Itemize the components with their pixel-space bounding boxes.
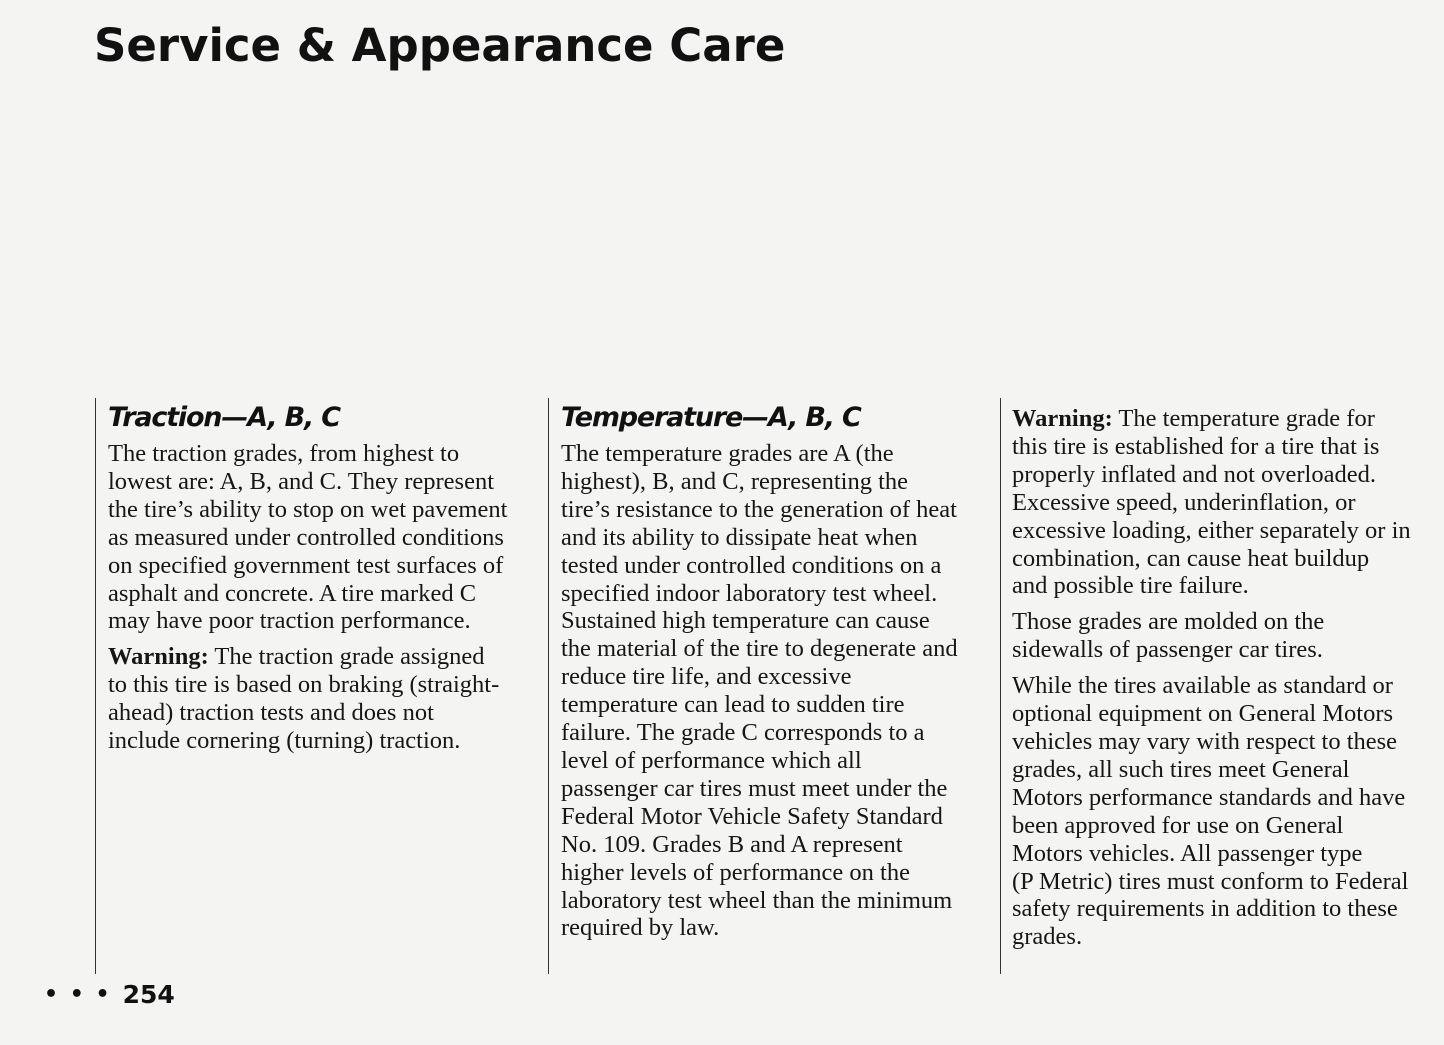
column-divider-middle xyxy=(548,398,549,974)
column-warnings xyxy=(1012,405,1440,959)
body-paragraph xyxy=(1012,608,1440,664)
text-line: and its ability to dissipate heat when xyxy=(561,523,918,551)
warning-label: Warning: xyxy=(1012,405,1113,432)
text-line: as measured under controlled conditions xyxy=(108,523,504,551)
text-line: may have poor traction performance. xyxy=(108,607,471,635)
text-line: the tire’s ability to stop on wet pavement xyxy=(108,495,508,523)
warning-paragraph xyxy=(1012,405,1440,600)
body-paragraph xyxy=(108,440,540,635)
section-heading: Traction—A, B, C xyxy=(108,402,340,433)
text-line: Sustained high temperature can cause xyxy=(561,607,930,635)
text-line: higher levels of performance on the xyxy=(561,858,910,886)
text-line: asphalt and concrete. A tire marked C xyxy=(108,579,477,607)
column-temperature xyxy=(561,400,993,950)
text-line xyxy=(108,643,540,671)
warning-text: The traction grade assigned xyxy=(208,643,485,671)
text-line: The temperature grades are A (the xyxy=(561,440,894,467)
text-line: to this tire is based on braking (straight- xyxy=(108,671,500,699)
text-line: Those grades are molded on the xyxy=(1012,608,1325,636)
column-divider-right xyxy=(1000,398,1001,974)
text-line: tire’s resistance to the generation of heat xyxy=(561,495,957,523)
warning-paragraph xyxy=(108,643,540,755)
body-paragraph xyxy=(1012,672,1440,951)
text-line: lowest are: A, B, and C. They represent xyxy=(108,467,495,495)
text-line: Motors performance standards and have xyxy=(1012,783,1406,811)
text-line: the material of the tire to degenerate and xyxy=(561,635,958,663)
text-line: passenger car tires must meet under the xyxy=(561,774,948,802)
text-line: highest), B, and C, representing the xyxy=(561,467,909,495)
text-line: and possible tire failure. xyxy=(1012,572,1249,600)
text-line: sidewalls of passenger car tires. xyxy=(1012,636,1323,664)
text-line: required by law. xyxy=(561,914,720,942)
text-line: The traction grades, from highest to xyxy=(108,440,460,467)
text-line: reduce tire life, and excessive xyxy=(561,663,852,691)
warning-text: The temperature grade for xyxy=(1112,405,1375,432)
text-line: properly inflated and not overloaded. xyxy=(1012,460,1376,488)
text-line: excessive loading, either separately or in xyxy=(1012,516,1411,544)
page-title: Service & Appearance Care xyxy=(94,19,786,72)
text-line: grades, all such tires meet General xyxy=(1012,755,1350,783)
text-line: level of performance which all xyxy=(561,746,862,774)
text-line: specified indoor laboratory test wheel. xyxy=(561,579,938,607)
text-line: safety requirements in addition to these xyxy=(1012,895,1398,923)
text-line: tested under controlled conditions on a xyxy=(561,551,942,579)
text-line: temperature can lead to sudden tire xyxy=(561,691,905,719)
text-line: grades. xyxy=(1012,923,1083,951)
text-line: on specified government test surfaces of xyxy=(108,551,504,579)
text-line: Excessive speed, underinflation, or xyxy=(1012,488,1356,516)
text-line: Federal Motor Vehicle Safety Standard xyxy=(561,802,943,830)
text-line: optional equipment on General Motors xyxy=(1012,700,1394,728)
text-line: laboratory test wheel than the minimum xyxy=(561,886,953,914)
text-line xyxy=(1012,405,1440,433)
column-traction xyxy=(108,400,540,763)
text-line: this tire is established for a tire that is xyxy=(1012,432,1380,460)
text-line: include cornering (turning) traction. xyxy=(108,727,461,755)
text-line: Motors vehicles. All passenger type xyxy=(1012,839,1363,867)
text-line: been approved for use on General xyxy=(1012,811,1344,839)
page-footer xyxy=(44,980,175,1009)
text-line: vehicles may vary with respect to these xyxy=(1012,727,1398,755)
text-line: (P Metric) tires must conform to Federal xyxy=(1012,867,1409,895)
body-paragraph xyxy=(561,440,993,942)
page-number: 254 xyxy=(122,980,175,1009)
footer-dots: • • • xyxy=(44,982,112,1007)
text-line: While the tires available as standard or xyxy=(1012,672,1393,700)
warning-label: Warning: xyxy=(108,643,209,671)
text-line: combination, can cause heat buildup xyxy=(1012,544,1370,572)
text-line: No. 109. Grades B and A represent xyxy=(561,830,903,858)
text-line: ahead) traction tests and does not xyxy=(108,699,434,727)
text-line: failure. The grade C corresponds to a xyxy=(561,719,925,747)
section-heading: Temperature—A, B, C xyxy=(561,402,861,433)
column-divider-left xyxy=(95,398,96,974)
